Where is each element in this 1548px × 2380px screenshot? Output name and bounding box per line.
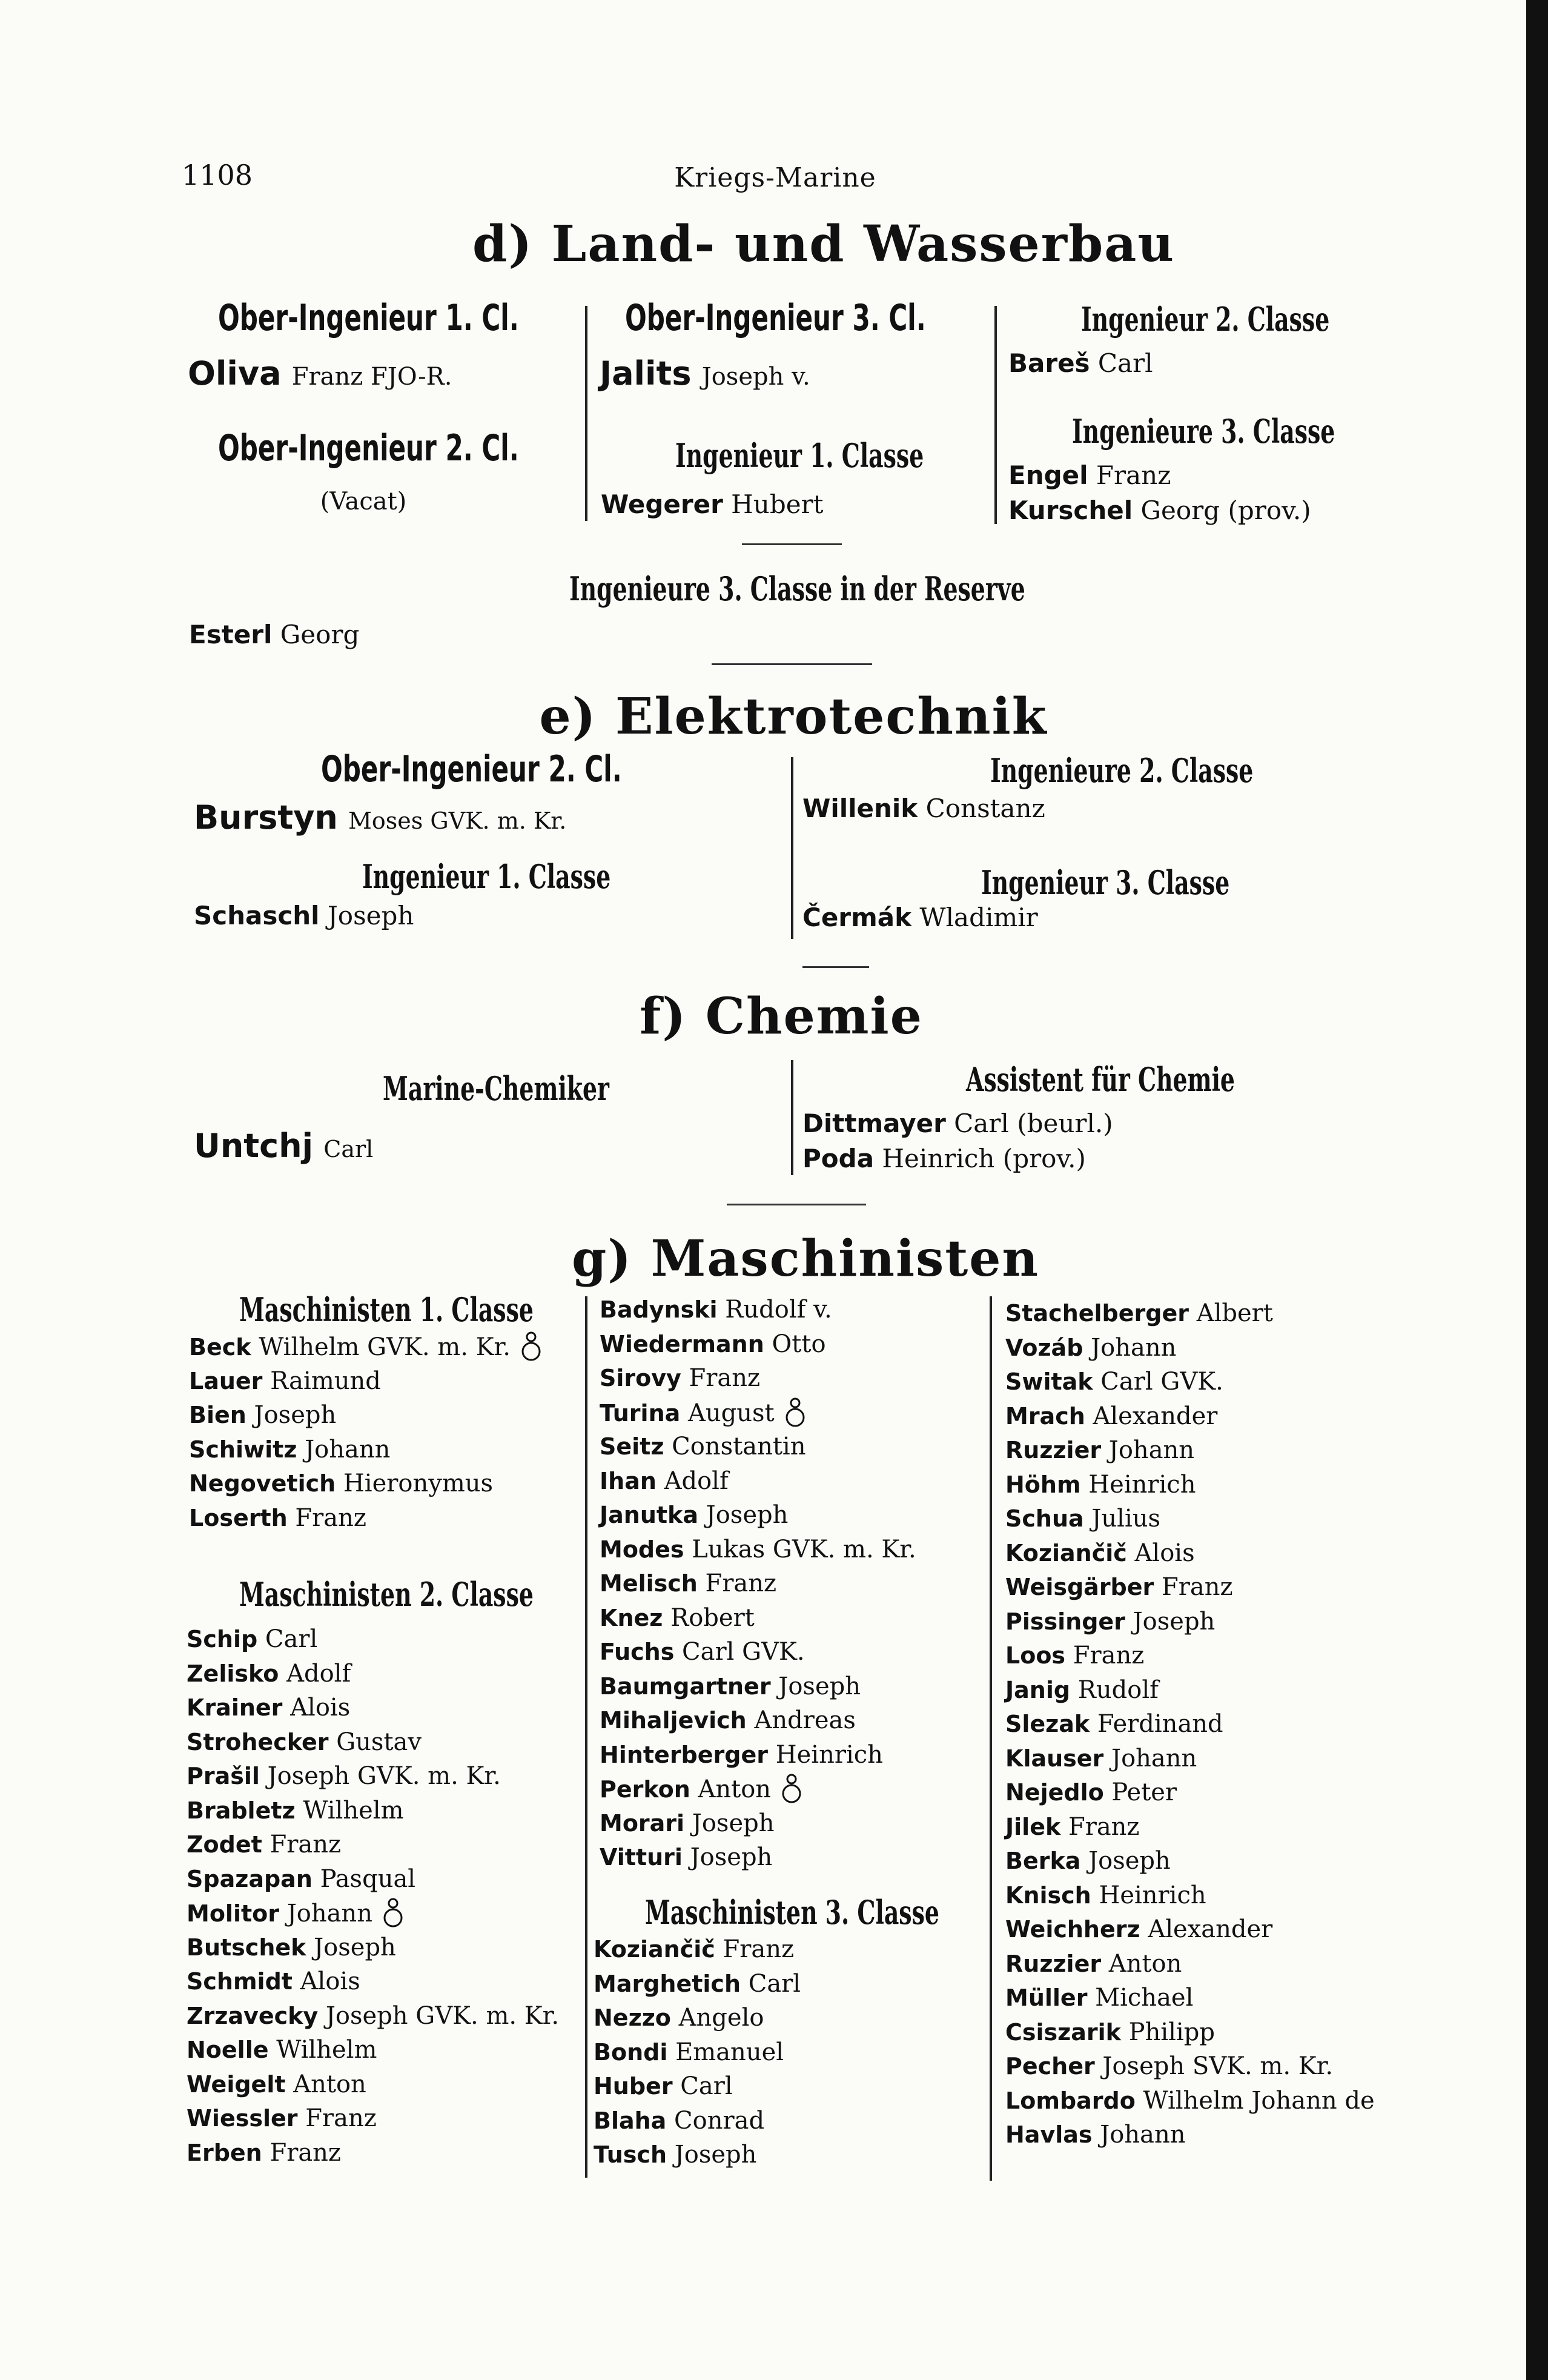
separator-rule <box>742 543 842 545</box>
personnel-entry <box>1005 2049 1375 2084</box>
given-name: Johann <box>1101 1436 1195 1464</box>
surname: Beck <box>189 1334 251 1361</box>
given-name: Joseph GVK. m. Kr. <box>318 2001 560 2030</box>
personnel-entry <box>600 1361 916 1396</box>
surname: Modes <box>600 1536 684 1563</box>
given-name: Joseph <box>246 1401 337 1429</box>
personnel-entry <box>1005 1742 1375 1776</box>
personnel-entry <box>1005 2084 1375 2118</box>
rank-heading: Ingenieur 2. Classe <box>1081 300 1330 339</box>
personnel-entry <box>189 1501 543 1536</box>
given-name: Heinrich <box>768 1740 883 1769</box>
surname: Hinterberger <box>600 1741 768 1768</box>
personnel-entry <box>1005 1878 1375 1913</box>
surname: Knez <box>600 1604 663 1631</box>
surname: Strohecker <box>187 1728 329 1755</box>
given-name: Robert <box>663 1603 755 1632</box>
personnel-entry <box>600 1566 916 1601</box>
surname: Marghetich <box>594 1970 741 1997</box>
personnel-entry <box>1005 1536 1375 1571</box>
surname: Weichherz <box>1005 1916 1140 1943</box>
given-name: Emanuel <box>667 2038 784 2066</box>
given-name: Albert <box>1188 1299 1273 1327</box>
page-edge <box>1526 0 1548 2380</box>
given-name: Carl <box>672 2072 733 2100</box>
personnel-list <box>1005 1296 1375 2152</box>
given-name: Franz <box>262 1831 342 1858</box>
column-divider <box>585 306 587 521</box>
surname: Wiedermann <box>600 1330 764 1357</box>
personnel-entry <box>1005 1399 1375 1434</box>
personnel-entry <box>1005 1639 1375 1673</box>
personnel-entry <box>600 1533 916 1567</box>
personnel-list <box>189 1330 543 1535</box>
rank-heading: Ingenieur 1. Classe <box>675 436 924 475</box>
rank-heading: Ober-Ingenieur 1. Cl. <box>218 297 519 339</box>
given-name: Raimund <box>262 1367 381 1395</box>
surname: Slezak <box>1005 1711 1090 1737</box>
personnel-entry <box>1005 1605 1375 1639</box>
personnel-entry <box>187 2067 559 2102</box>
decoration-medal-icon <box>519 1330 543 1364</box>
personnel-entry <box>187 1622 559 1657</box>
personnel-entry: Poda Heinrich (prov.) <box>802 1144 1086 1173</box>
column-divider <box>990 1296 992 2181</box>
rank-heading: Ober-Ingenieur 2. Cl. <box>321 748 622 791</box>
personnel-entry <box>600 1703 916 1738</box>
given-name: Rudolf v. <box>717 1296 832 1324</box>
surname: Sirovy <box>600 1365 681 1391</box>
surname: Pissinger <box>1005 1608 1125 1635</box>
personnel-entry: Engel Franz <box>1008 460 1171 490</box>
surname: Huber <box>594 2073 673 2100</box>
given-name: Lukas GVK. m. Kr. <box>684 1535 916 1563</box>
given-name: Alois <box>1126 1539 1195 1567</box>
surname: Prašil <box>187 1763 260 1789</box>
personnel-entry: Bareš Carl <box>1008 348 1153 378</box>
surname: Vitturi <box>600 1844 683 1871</box>
personnel-entry <box>1005 1707 1375 1742</box>
given-name: Joseph <box>698 1501 789 1529</box>
surname: Stachelberger <box>1005 1300 1189 1327</box>
personnel-entry <box>600 1806 916 1841</box>
given-name: Joseph <box>1080 1847 1171 1875</box>
separator-rule <box>802 966 869 968</box>
personnel-entry <box>189 1433 543 1467</box>
personnel-entry <box>189 1467 543 1501</box>
personnel-entry <box>187 1896 559 1931</box>
personnel-entry <box>1005 1947 1375 1981</box>
running-head: Kriegs-Marine <box>674 162 876 193</box>
personnel-entry <box>1005 1468 1375 1502</box>
surname: Weisgärber <box>1005 1574 1154 1600</box>
column-divider <box>585 1296 587 2178</box>
given-name: Wilhelm GVK. m. Kr. <box>251 1333 511 1361</box>
personnel-entry <box>187 2136 559 2170</box>
personnel-entry <box>189 1364 543 1399</box>
given-name: Anton <box>285 2070 366 2098</box>
given-name: Franz <box>715 1935 795 1963</box>
personnel-entry <box>600 1635 916 1669</box>
surname: Turina <box>600 1399 681 1427</box>
given-name: Pasqual <box>312 1865 416 1893</box>
personnel-entry: Esterl Georg <box>189 620 360 649</box>
surname: Switak <box>1005 1368 1093 1395</box>
given-name: August <box>680 1399 775 1427</box>
surname: Tusch <box>594 2141 667 2168</box>
personnel-entry <box>187 1828 559 1862</box>
rank-heading: Assistent für Chemie <box>966 1060 1235 1099</box>
rank-heading: Ober-Ingenieur 2. Cl. <box>218 427 519 469</box>
personnel-entry <box>187 1964 559 1999</box>
personnel-entry <box>1005 1296 1375 1331</box>
rank-heading: Ober-Ingenieur 3. Cl. <box>625 297 926 339</box>
given-name: Franz <box>262 2138 342 2167</box>
section-title-f: f) Chemie <box>640 987 923 1046</box>
given-name: Alois <box>282 1694 351 1722</box>
given-name: Johann <box>279 1900 372 1928</box>
personnel-entry: Untchj Carl <box>194 1127 374 1165</box>
surname: Koziančič <box>1005 1539 1127 1566</box>
personnel-entry <box>187 1999 559 2034</box>
given-name: Wilhelm <box>295 1796 404 1825</box>
given-name: Johann <box>1103 1744 1197 1772</box>
surname: Schip <box>187 1626 258 1652</box>
surname: Ruzzier <box>1005 1437 1102 1463</box>
surname: Koziančič <box>594 1936 715 1963</box>
rank-heading: Ingenieur 1. Classe <box>362 857 611 896</box>
personnel-entry <box>600 1464 916 1499</box>
given-name: Gustav <box>328 1728 422 1756</box>
surname: Zrzavecky <box>187 2002 319 2029</box>
given-name: Hieronymus <box>336 1470 494 1497</box>
given-name: Joseph <box>667 2141 757 2169</box>
given-name: Franz <box>681 1364 761 1392</box>
surname: Nejedlo <box>1005 1779 1104 1806</box>
personnel-entry: Dittmayer Carl (beurl.) <box>802 1109 1113 1138</box>
section-title-g: g) Maschinisten <box>571 1230 1040 1288</box>
surname: Nezzo <box>594 2004 671 2031</box>
surname: Negovetich <box>189 1470 336 1497</box>
personnel-entry <box>187 1931 559 1965</box>
given-name: Carl <box>741 1969 801 1998</box>
surname: Perkon <box>600 1776 690 1803</box>
surname: Schua <box>1005 1505 1084 1532</box>
given-name: Johann <box>297 1435 391 1463</box>
surname: Molitor <box>187 1900 279 1927</box>
rank-heading: Maschinisten 2. Classe <box>239 1575 534 1614</box>
given-name: Alexander <box>1140 1915 1273 1943</box>
personnel-entry <box>600 1396 916 1430</box>
rank-heading: Marine-Chemiker <box>383 1069 609 1108</box>
given-name: Carl GVK. <box>674 1638 805 1666</box>
given-name: Andreas <box>746 1706 856 1734</box>
personnel-entry <box>1005 1502 1375 1536</box>
given-name: Adolf <box>279 1659 351 1688</box>
surname: Schmidt <box>187 1968 293 1995</box>
personnel-entry <box>1005 1912 1375 1947</box>
given-name: Anton <box>1101 1949 1182 1978</box>
given-name: Franz <box>287 1503 366 1532</box>
surname: Janig <box>1005 1676 1071 1703</box>
personnel-entry <box>189 1398 543 1433</box>
personnel-entry <box>594 2069 801 2104</box>
surname: Mihaljevich <box>600 1707 747 1734</box>
personnel-entry <box>600 1840 916 1875</box>
surname: Baumgartner <box>600 1672 771 1700</box>
rank-heading: Ingenieure 3. Classe <box>1072 412 1335 451</box>
surname: Brabletz <box>187 1797 296 1824</box>
surname: Csiszarik <box>1005 2018 1121 2046</box>
given-name: Joseph SVK. m. Kr. <box>1094 2052 1334 2080</box>
personnel-entry <box>594 2138 801 2172</box>
personnel-entry <box>600 1293 916 1327</box>
surname: Erben <box>187 2139 262 2166</box>
given-name: Philipp <box>1120 2018 1215 2046</box>
personnel-entry <box>600 1669 916 1704</box>
personnel-entry: Burstyn Moses GVK. m. Kr. <box>194 798 567 837</box>
surname: Zodet <box>187 1831 262 1858</box>
vacat-note: (Vacat) <box>320 488 407 515</box>
personnel-entry: Kurschel Georg (prov.) <box>1008 496 1311 525</box>
given-name: Carl <box>257 1625 318 1653</box>
given-name: Anton <box>690 1775 772 1803</box>
column-divider <box>791 757 793 939</box>
given-name: Constantin <box>664 1433 806 1460</box>
given-name: Joseph GVK. m. Kr. <box>259 1762 501 1790</box>
given-name: Joseph <box>306 1933 396 1961</box>
section-title-e: e) Elektrotechnik <box>539 688 1048 746</box>
personnel-entry <box>187 2033 559 2067</box>
surname: Wiessler <box>187 2105 298 2132</box>
surname: Janutka <box>600 1502 698 1528</box>
surname: Ihan <box>600 1467 657 1494</box>
given-name: Joseph <box>1125 1607 1216 1636</box>
personnel-entry: Jalits Joseph v. <box>600 354 810 393</box>
decoration-medal-icon <box>381 1896 405 1930</box>
given-name: Johann <box>1083 1333 1177 1362</box>
surname: Lombardo <box>1005 2087 1136 2114</box>
given-name: Joseph <box>684 1809 775 1837</box>
rank-heading: Maschinisten 1. Classe <box>239 1290 534 1329</box>
personnel-entry <box>187 1794 559 1828</box>
personnel-entry <box>600 1601 916 1636</box>
surname: Zelisko <box>187 1660 279 1687</box>
surname: Ruzzier <box>1005 1950 1102 1977</box>
personnel-entry <box>1005 1365 1375 1399</box>
column-divider <box>994 306 997 524</box>
surname: Pecher <box>1005 2053 1095 2080</box>
personnel-entry <box>1005 1810 1375 1845</box>
surname: Lauer <box>189 1367 263 1394</box>
given-name: Alexander <box>1085 1402 1218 1430</box>
given-name: Otto <box>764 1330 826 1358</box>
personnel-entry: Oliva Franz FJO-R. <box>188 354 452 393</box>
surname: Morari <box>600 1809 685 1837</box>
given-name: Franz <box>297 2104 377 2132</box>
given-name: Franz <box>1060 1812 1140 1841</box>
given-name: Julius <box>1083 1505 1161 1533</box>
personnel-entry <box>187 1691 559 1725</box>
surname: Fuchs <box>600 1639 675 1665</box>
column-divider <box>791 1060 793 1175</box>
given-name: Wilhelm Johann de <box>1135 2086 1375 2115</box>
separator-rule <box>712 663 872 665</box>
personnel-list <box>594 1932 801 2172</box>
personnel-entry: Schaschl Joseph <box>194 901 414 930</box>
surname: Blaha <box>594 2107 667 2134</box>
personnel-entry <box>189 1330 543 1364</box>
surname: Spazapan <box>187 1865 313 1892</box>
surname: Weigelt <box>187 2070 286 2098</box>
surname: Krainer <box>187 1694 283 1721</box>
decoration-medal-icon <box>783 1396 807 1430</box>
rank-heading: Ingenieure 2. Classe <box>990 751 1254 790</box>
given-name: Franz <box>1154 1573 1233 1601</box>
personnel-entry <box>1005 1775 1375 1810</box>
personnel-list <box>600 1293 916 1875</box>
personnel-entry <box>600 1772 916 1806</box>
rank-heading: Ingenieur 3. Classe <box>981 863 1230 902</box>
surname: Bien <box>189 1402 246 1428</box>
given-name: Wilhelm <box>268 2036 377 2064</box>
given-name: Joseph <box>770 1672 861 1700</box>
surname: Schiwitz <box>189 1436 297 1463</box>
personnel-entry <box>187 1657 559 1691</box>
personnel-entry <box>600 1327 916 1362</box>
personnel-entry <box>594 2001 801 2035</box>
personnel-entry <box>594 1932 801 1967</box>
surname: Bondi <box>594 2038 668 2066</box>
personnel-entry <box>1005 1844 1375 1878</box>
personnel-entry <box>1005 1331 1375 1365</box>
personnel-entry: Čermák Wladimir <box>802 903 1038 932</box>
surname: Mrach <box>1005 1402 1085 1430</box>
personnel-entry <box>600 1738 916 1772</box>
given-name: Carl GVK. <box>1093 1368 1223 1396</box>
given-name: Rudolf <box>1070 1676 1159 1704</box>
personnel-entry <box>594 1967 801 2001</box>
separator-rule <box>727 1204 866 1205</box>
personnel-entry <box>594 2104 801 2138</box>
personnel-entry <box>187 1725 559 1760</box>
page-number: 1108 <box>182 159 253 191</box>
personnel-entry: Willenik Constanz <box>802 794 1045 823</box>
personnel-entry <box>1005 1433 1375 1468</box>
given-name: Michael <box>1087 1984 1194 2012</box>
personnel-entry <box>1005 1981 1375 2015</box>
personnel-entry <box>1005 2118 1375 2152</box>
decoration-medal-icon <box>779 1772 804 1806</box>
given-name: Adolf <box>656 1467 729 1495</box>
given-name: Peter <box>1103 1778 1177 1806</box>
personnel-entry <box>600 1498 916 1533</box>
surname: Klauser <box>1005 1745 1104 1772</box>
rank-heading: Ingenieure 3. Classe in der Reserve <box>569 569 1025 608</box>
rank-heading: Maschinisten 3. Classe <box>645 1893 939 1932</box>
given-name: Heinrich <box>1091 1881 1206 1909</box>
given-name: Heinrich <box>1080 1470 1196 1499</box>
personnel-entry <box>594 2035 801 2070</box>
personnel-list <box>187 1622 559 2170</box>
personnel-entry <box>187 1759 559 1794</box>
given-name: Ferdinand <box>1090 1710 1223 1738</box>
surname: Badynski <box>600 1296 718 1323</box>
surname: Berka <box>1005 1848 1081 1874</box>
personnel-entry <box>1005 1673 1375 1708</box>
surname: Seitz <box>600 1433 664 1460</box>
surname: Loos <box>1005 1642 1066 1669</box>
surname: Melisch <box>600 1570 698 1597</box>
given-name: Conrad <box>666 2106 765 2135</box>
section-title-d: d) Land- und Wasserbau <box>472 215 1175 273</box>
given-name: Alois <box>292 1967 360 1995</box>
surname: Loserth <box>189 1504 288 1531</box>
personnel-entry: Wegerer Hubert <box>601 489 824 519</box>
surname: Müller <box>1005 1984 1088 2011</box>
personnel-entry <box>187 1862 559 1897</box>
surname: Vozáb <box>1005 1334 1083 1361</box>
personnel-entry <box>187 2101 559 2136</box>
surname: Butschek <box>187 1934 306 1961</box>
given-name: Joseph <box>682 1843 773 1871</box>
surname: Knisch <box>1005 1881 1091 1909</box>
personnel-entry <box>600 1430 916 1464</box>
surname: Höhm <box>1005 1471 1081 1498</box>
personnel-entry <box>1005 2015 1375 2050</box>
surname: Havlas <box>1005 2121 1093 2148</box>
surname: Jilek <box>1005 1813 1061 1840</box>
given-name: Franz <box>1065 1642 1145 1669</box>
given-name: Franz <box>697 1570 777 1597</box>
personnel-entry <box>1005 1570 1375 1605</box>
given-name: Angelo <box>670 2004 764 2032</box>
surname: Noelle <box>187 2037 269 2063</box>
given-name: Johann <box>1092 2121 1186 2149</box>
